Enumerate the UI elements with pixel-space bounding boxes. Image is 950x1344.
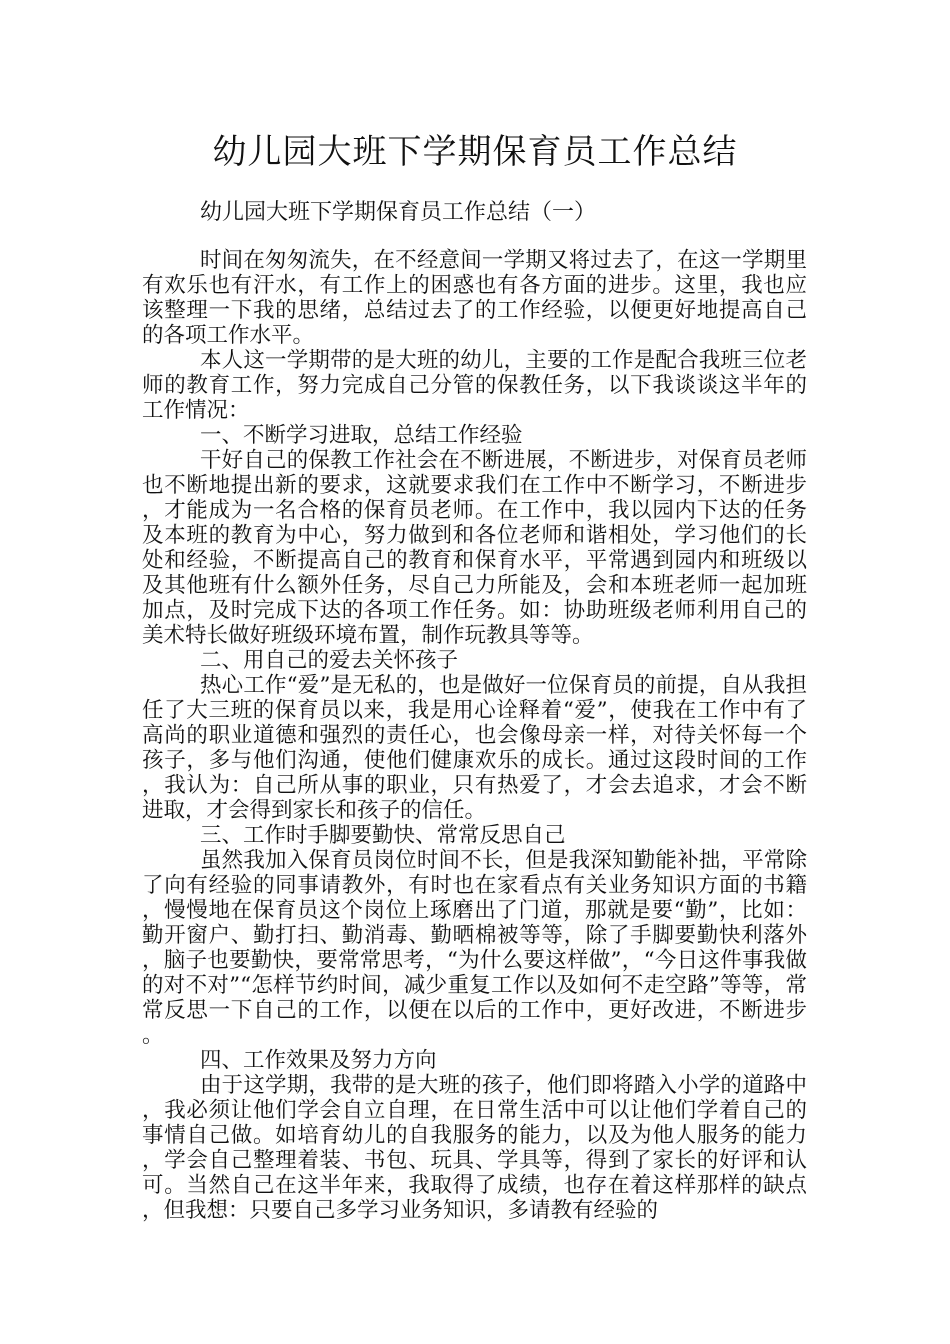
- paragraph-section-4: 由于这学期，我带的是大班的孩子，他们即将踏入小学的道路中，我必须让他们学会自立自理，在日常生活中可以让他们学着自己的事情自己做。如培育幼儿的自我服务的能力，以及为他人服务的能力，学会自己整理着装、书包、玩具、学具等，得到了家长的好评和认可。当然自己在这半年来，我取得了成绩，也存在着这样那样的缺点，但我想：只要自己多学习业务知识，多请教有经验的: [142, 1073, 807, 1223]
- section-heading-4: 四、工作效果及努力方向: [200, 1048, 437, 1073]
- section-subtitle: 幼儿园大班下学期保育员工作总结（一）: [200, 200, 597, 225]
- paragraph-overview: 本人这一学期带的是大班的幼儿，主要的工作是配合我班三位老师的教育工作，努力完成自己分管的保教任务，以下我谈谈这半年的工作情况：: [142, 348, 807, 423]
- section-heading-3: 三、工作时手脚要勤快、常常反思自己: [200, 823, 566, 848]
- paragraph-section-3: 虽然我加入保育员岗位时间不长，但是我深知勤能补拙，平常除了向有经验的同事请教外，有时也在家看点有关业务知识方面的书籍，慢慢地在保育员这个岗位上琢磨出了门道，那就是要“勤”，比如：勤开窗户、勤打扫、勤消毒、勤晒棉被等等，除了手脚要勤快利落外，脑子也要勤快，要常常思考，“为什么要这样做”，“今日这件事我做的对不对”“怎样节约时间，减少重复工作以及如何不走空路”等等，常常反思一下自己的工作，以便在以后的工作中，更好改进，不断进步。: [142, 848, 807, 1048]
- paragraph-intro: 时间在匆匆流失，在不经意间一学期又将过去了，在这一学期里有欢乐也有汗水，有工作上的困惑也有各方面的进步。这里，我也应该整理一下我的思绪，总结过去了的工作经验，以便更好地提高自己的各项工作水平。: [142, 248, 807, 348]
- section-heading-2: 二、用自己的爱去关怀孩子: [200, 648, 459, 673]
- document-body: [142, 248, 807, 1223]
- page-title: 幼儿园大班下学期保育员工作总结: [212, 132, 738, 172]
- paragraph-section-2: 热心工作“爱”是无私的，也是做好一位保育员的前提，自从我担任了大三班的保育员以来，我是用心诠释着“爱”，使我在工作中有了高尚的职业道德和强烈的责任心，也会像母亲一样，对待关怀每一个孩子，多与他们沟通，使他们健康欢乐的成长。通过这段时间的工作，我认为：自己所从事的职业，只有热爱了，才会去追求，才会不断进取，才会得到家长和孩子的信任。: [142, 673, 807, 823]
- paragraph-section-1: 干好自己的保教工作社会在不断进展，不断进步，对保育员老师也不断地提出新的要求，这就要求我们在工作中不断学习，不断进步，才能成为一名合格的保育员老师。在工作中，我以园内下达的任务及本班的教育为中心，努力做到和各位老师和谐相处，学习他们的长处和经验，不断提高自己的教育和保育水平，平常遇到园内和班级以及其他班有什么额外任务，尽自己力所能及，会和本班老师一起加班加点，及时完成下达的各项工作任务。如：协助班级老师利用自己的美术特长做好班级环境布置，制作玩教具等等。: [142, 448, 807, 648]
- section-heading-1: 一、不断学习进取，总结工作经验: [200, 423, 523, 448]
